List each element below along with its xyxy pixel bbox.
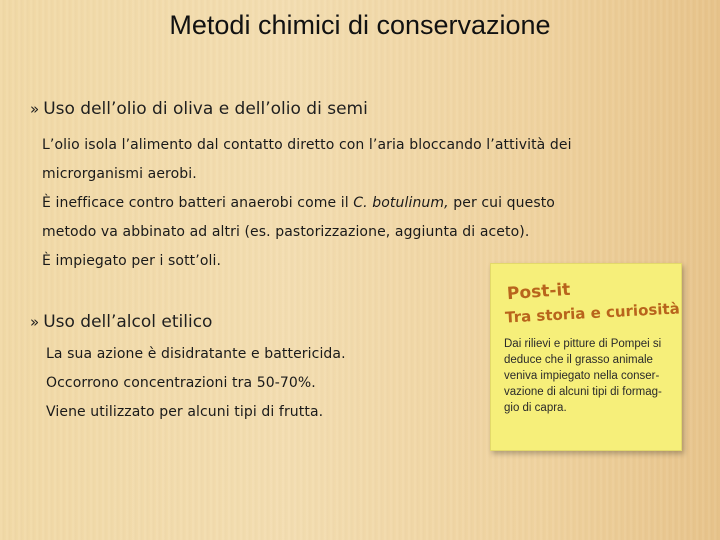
bullet-icon: » [30, 313, 40, 331]
text-line: metodo va abbinato ad altri (es. pastorizzazione, aggiunta di aceto). [42, 224, 530, 240]
postit-line: veniva impiegato nella conser- [504, 370, 660, 382]
postit-line: vazione di alcuni tipi di formag- [504, 386, 662, 398]
text-segment: È inefficace contro batteri anaerobi come il [42, 195, 354, 211]
text-line: microrganismi aerobi. [42, 166, 197, 182]
postit-body [504, 336, 676, 416]
section-heading-olio [30, 99, 368, 119]
postit-title: Post-it [506, 279, 572, 305]
text-line: Occorrono concentrazioni tra 50-70%. [46, 375, 316, 391]
postit-note [490, 263, 682, 451]
text-line: Viene utilizzato per alcuni tipi di frutta. [46, 404, 324, 420]
species-name: C. botulinum, [353, 195, 449, 211]
text-line: L’olio isola l’alimento dal contatto diretto con l’aria bloccando l’attività dei [42, 137, 572, 153]
text-line-botulinum [42, 195, 555, 211]
postit-subtitle: Tra storia e curiosità [504, 299, 681, 327]
text-line: È impiegato per i sott’oli. [42, 253, 222, 269]
section-heading-text: Uso dell’olio di oliva e dell’olio di semi [43, 99, 368, 119]
bullet-icon: » [30, 100, 40, 118]
postit-line: deduce che il grasso animale [504, 354, 653, 366]
postit-line: Dai rilievi e pitture di Pompei si [504, 338, 662, 350]
section-heading-text: Uso dell’alcol etilico [43, 312, 213, 332]
text-line: La sua azione è disidratante e battericida. [46, 346, 346, 362]
text-segment: per cui questo [448, 195, 555, 211]
section-heading-alcol [30, 312, 212, 332]
slide-title: Metodi chimici di conservazione [169, 10, 551, 40]
postit-line: gio di capra. [504, 402, 567, 414]
